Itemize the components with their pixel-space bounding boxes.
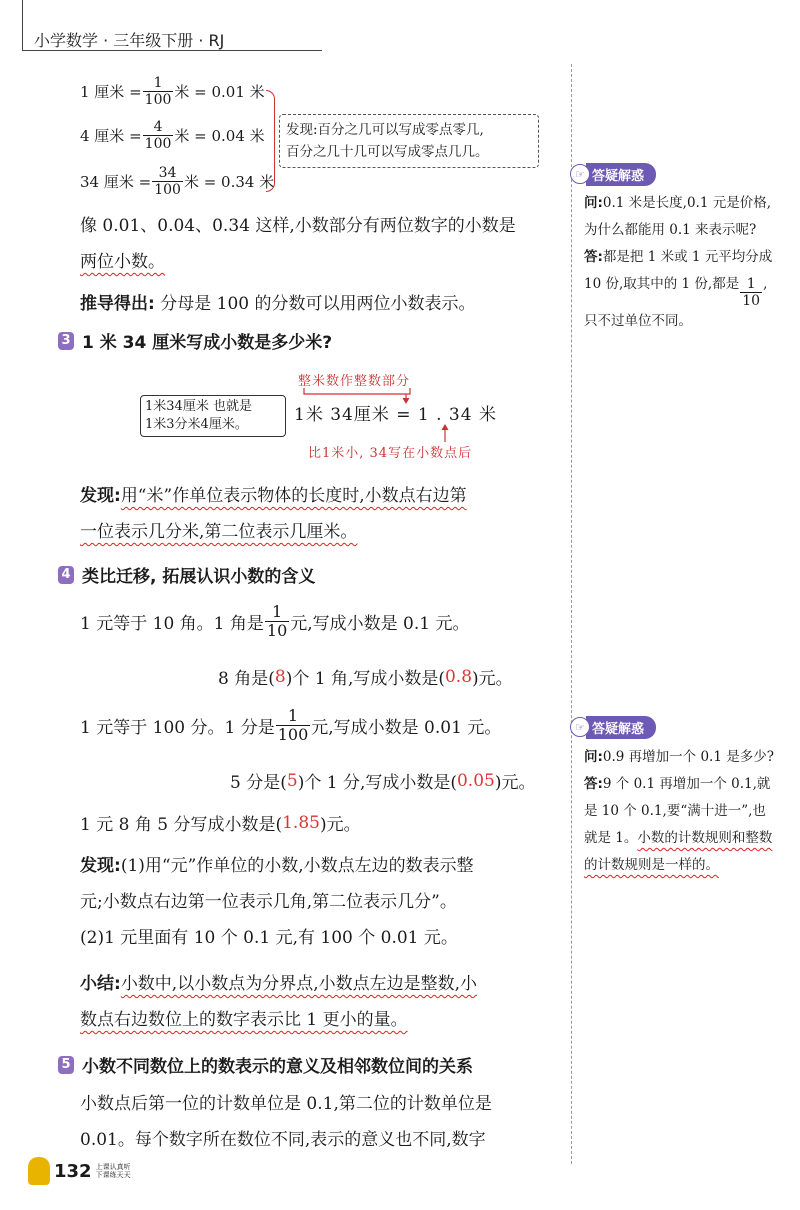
footer-slogan: 上课认真听 下课练天天 <box>95 1163 131 1179</box>
qa-tag-2: ☞ 答疑解惑 <box>570 716 656 738</box>
diagram-main-expression: 1米 34厘米 = 1 . 34 米 <box>294 405 497 425</box>
paragraph-decimal-places: 小数点后第一位的计数单位是 0.1,第二位的计数单位是 0.01。每个数字所在数位不同,表示的意义也不同,数字 <box>80 1094 492 1150</box>
pointing-hand-icon: ☞ <box>570 164 590 184</box>
answer: 1.85 <box>282 812 320 833</box>
finding-note-box <box>279 114 539 168</box>
section-number-badge: 5 <box>58 1056 74 1074</box>
diagram-explain-box: 1米34厘米 也就是 1米3分米4厘米。 <box>140 395 286 437</box>
yuan-line-4: 5 分是( 5 )个 1 分,写成小数是( 0.05 )元。 <box>230 770 536 793</box>
answer: 0.05 <box>456 770 495 791</box>
page-number: 132 <box>54 1160 92 1182</box>
diagram-bottom-label: 比1米小, 34写在小数点后 <box>308 446 473 461</box>
answer: 0.8 <box>444 666 473 687</box>
column-divider <box>571 64 572 1164</box>
yuan-line-5: 1 元 8 角 5 分写成小数是( 1.85 )元。 <box>80 812 361 835</box>
page-header-title: 小学数学 · 三年级下册 · RJ <box>34 31 225 50</box>
equation-row: 4 厘米 = $\frac{4}{100}$ 米 = 0.04 米 <box>80 119 265 152</box>
grouping-brace <box>266 90 275 192</box>
section-3-heading: 3 1 米 34 厘米写成小数是多少米? <box>58 328 332 353</box>
yuan-line-1: 1 元等于 10 角。1 角是 $\frac{1}{10}$ 元,写成小数是 0.1 元。 <box>80 602 470 640</box>
qa-block-2: 问:0.9 再增加一个 0.1 是多少? 答:9 个 0.1 再增加一个 0.1,就是 10 个 0.1,要“满十进一”,也就是 1。小数的计数规则和整数的计数规则是一样的。 <box>584 749 774 873</box>
section-4-heading: 4 类比迁移, 拓展认识小数的含义 <box>58 562 315 587</box>
corner-line <box>22 0 23 50</box>
qa-block-1: 问:0.1 米是长度,0.1 元是价格,为什么都能用 0.1 来表示呢? 答:都是把 1 米或 1 元平均分成 10 份,取其中的 1 份,都是 $\frac{1}{10}$ ,只不过单位不同。 <box>584 195 773 329</box>
section-5-heading: 5 小数不同数位上的数表示的意义及相邻数位间的关系 <box>58 1052 473 1077</box>
note-line: 百分之几十几可以写成零点几几。 <box>286 144 489 160</box>
yuan-line-2: 8 角是( 8 )个 1 角,写成小数是( 0.8 )元。 <box>218 666 513 689</box>
page-footer <box>28 1157 131 1185</box>
diagram-top-label: 整米数作整数部分 <box>298 374 411 389</box>
pointing-hand-icon: ☞ <box>570 717 590 737</box>
equation-row: 1 厘米 = $\frac{1}{100}$ 米 = 0.01 米 <box>80 75 265 108</box>
mascot-icon <box>28 1157 50 1185</box>
finding-yuan-unit: 发现:(1)用“元”作单位的小数,小数点左边的数表示整 元;小数点右边第一位表示几角,第二位表示几分”。 (2)1 元里面有 10 个 0.1 元,有 100 个 0.01 元。 <box>80 856 474 948</box>
answer: 8 <box>274 666 286 687</box>
section-number-badge: 4 <box>58 566 74 584</box>
paragraph-two-decimal: 像 0.01、0.04、0.34 这样,小数部分有两位数字的小数是 两位小数。 <box>80 216 516 272</box>
yuan-line-3: 1 元等于 100 分。1 分是 $\frac{1}{100}$ 元,写成小数是 0.01 元。 <box>80 706 502 744</box>
answer: 5 <box>286 770 298 791</box>
note-line: 发现:百分之几可以写成零点零几, <box>286 122 484 138</box>
section-number-badge: 3 <box>58 332 74 350</box>
finding-meter-unit: 发现:用“米”作单位表示物体的长度时,小数点右边第 一位表示几分米,第二位表示几厘米。 <box>80 486 467 542</box>
summary: 小结:小数中,以小数点为分界点,小数点左边是整数,小 数点右边数位上的数字表示比 1 更小的量。 <box>80 974 478 1030</box>
derive-conclusion: 推导得出: 分母是 100 的分数可以用两位小数表示。 <box>80 294 476 314</box>
equation-row: 34 厘米 = $\frac{34}{100}$ 米 = 0.34 米 <box>80 165 275 198</box>
qa-tag-1: ☞ 答疑解惑 <box>570 163 656 185</box>
